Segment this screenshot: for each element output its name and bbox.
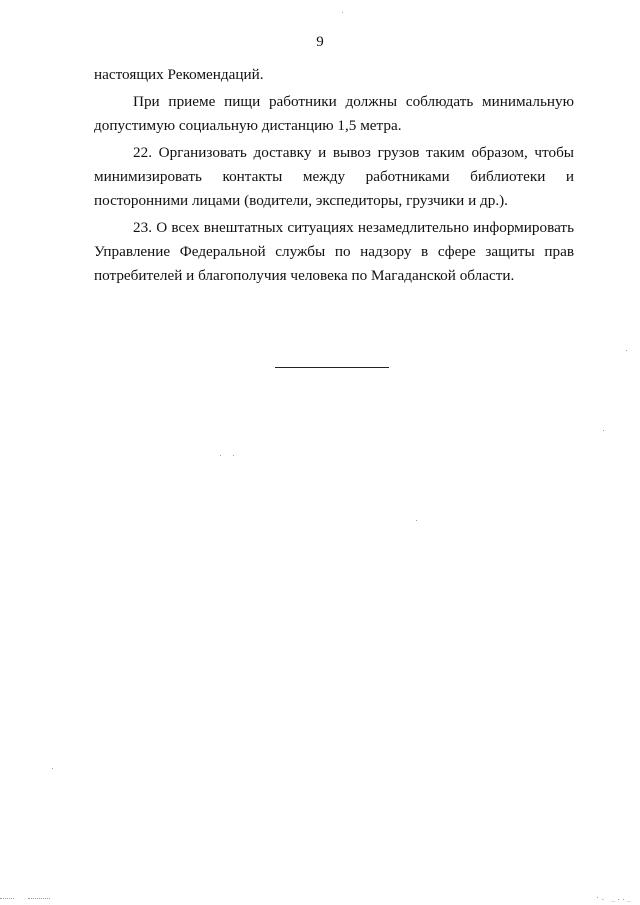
scan-edge-mark: [0, 898, 14, 899]
paragraph-item-22: 22. Организовать доставку и вывоз грузов таким образом, чтобы минимизировать контакты между работниками библиотеки и посторонними лицами (водители, экспедиторы, грузчики и др.).: [94, 144, 574, 209]
scan-speck: [220, 455, 221, 456]
document-body: [94, 63, 574, 288]
scan-footer-mark: ·. _.._: [595, 894, 632, 902]
scan-speck: [233, 455, 234, 456]
scan-speck: [52, 768, 53, 769]
paragraph-item-23: 23. О всех внештатных ситуациях незамедлительно информировать Управление Федеральной службы по надзору в сфере защиты прав потребителей и благополучия человека по Магаданской области.: [94, 219, 574, 284]
scan-speck: [603, 430, 604, 431]
scan-speck: [416, 520, 417, 521]
paragraph-continuation: настоящих Рекомендаций.: [94, 66, 264, 83]
page-number: 9: [316, 34, 324, 50]
scan-edge-mark: [28, 898, 50, 899]
scan-speck: [626, 350, 627, 351]
end-of-text-divider: [275, 367, 389, 368]
scan-speck: [342, 12, 343, 13]
paragraph-meal-distance: При приеме пищи работники должны соблюдать минимальную допустимую социальную дистанцию 1,5 метра.: [94, 93, 574, 134]
